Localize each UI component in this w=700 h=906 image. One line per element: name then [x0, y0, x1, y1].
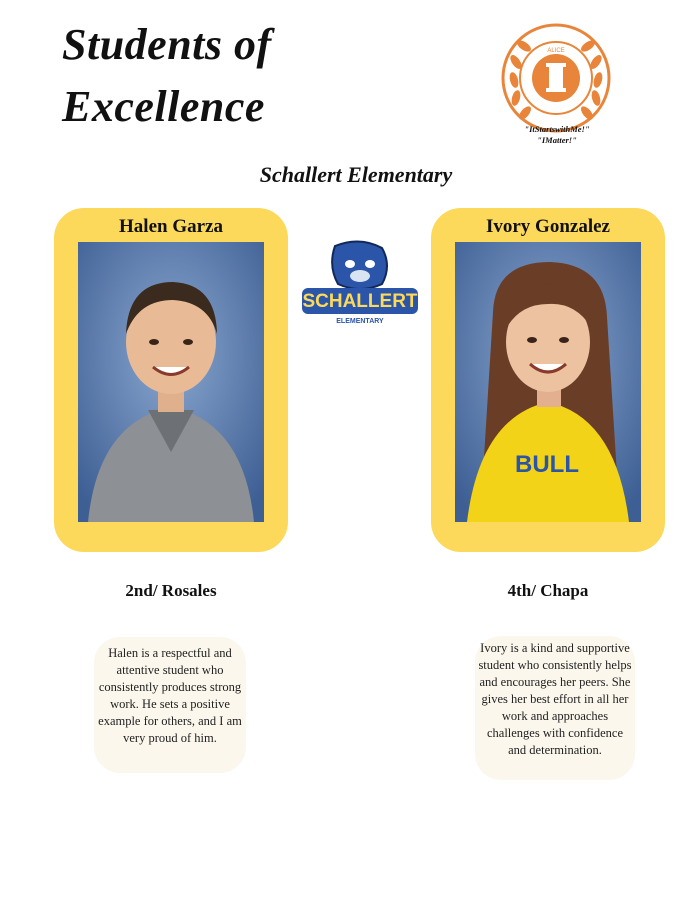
school-name: Schallert Elementary [259, 162, 453, 187]
mascot-subtext: ELEMENTARY [336, 318, 384, 325]
student-photo-ivory [455, 242, 641, 522]
mascot-wordmark: SCHALLERT [302, 291, 418, 312]
description-ivory: Ivory is a kind and supportive student who consistently helps and encourages her peers. She gives her best effort in all her work and approaches challenges with confidence and determination. [475, 636, 635, 780]
student-card-halen [54, 208, 288, 552]
motto-line-1: "ItStartswithMe!" [524, 124, 590, 134]
grade-teacher-halen: 2nd/ Rosales [125, 581, 217, 600]
student-name: Halen Garza [119, 216, 223, 237]
description-halen: Halen is a respectful and attentive student who consistently produces strong work. He sets a positive example for others, and I am very proud of him. [94, 637, 246, 773]
student-name: Ivory Gonzalez [485, 216, 610, 237]
svg-text:ALICE: ALICE [547, 48, 565, 54]
page-title [62, 14, 392, 138]
student-photo-halen [78, 242, 264, 522]
grade-teacher-ivory: 4th/ Chapa [507, 581, 589, 600]
district-motto [495, 124, 619, 146]
district-seal-logo [500, 22, 612, 134]
motto-line-2: "IMatter!" [537, 135, 577, 145]
title-line-2: Excellence [62, 82, 265, 131]
schallert-mascot-logo [300, 236, 420, 331]
svg-text:BULL: BULL [515, 451, 579, 478]
title-line-1: Students of [62, 20, 272, 69]
student-card-ivory [431, 208, 665, 552]
